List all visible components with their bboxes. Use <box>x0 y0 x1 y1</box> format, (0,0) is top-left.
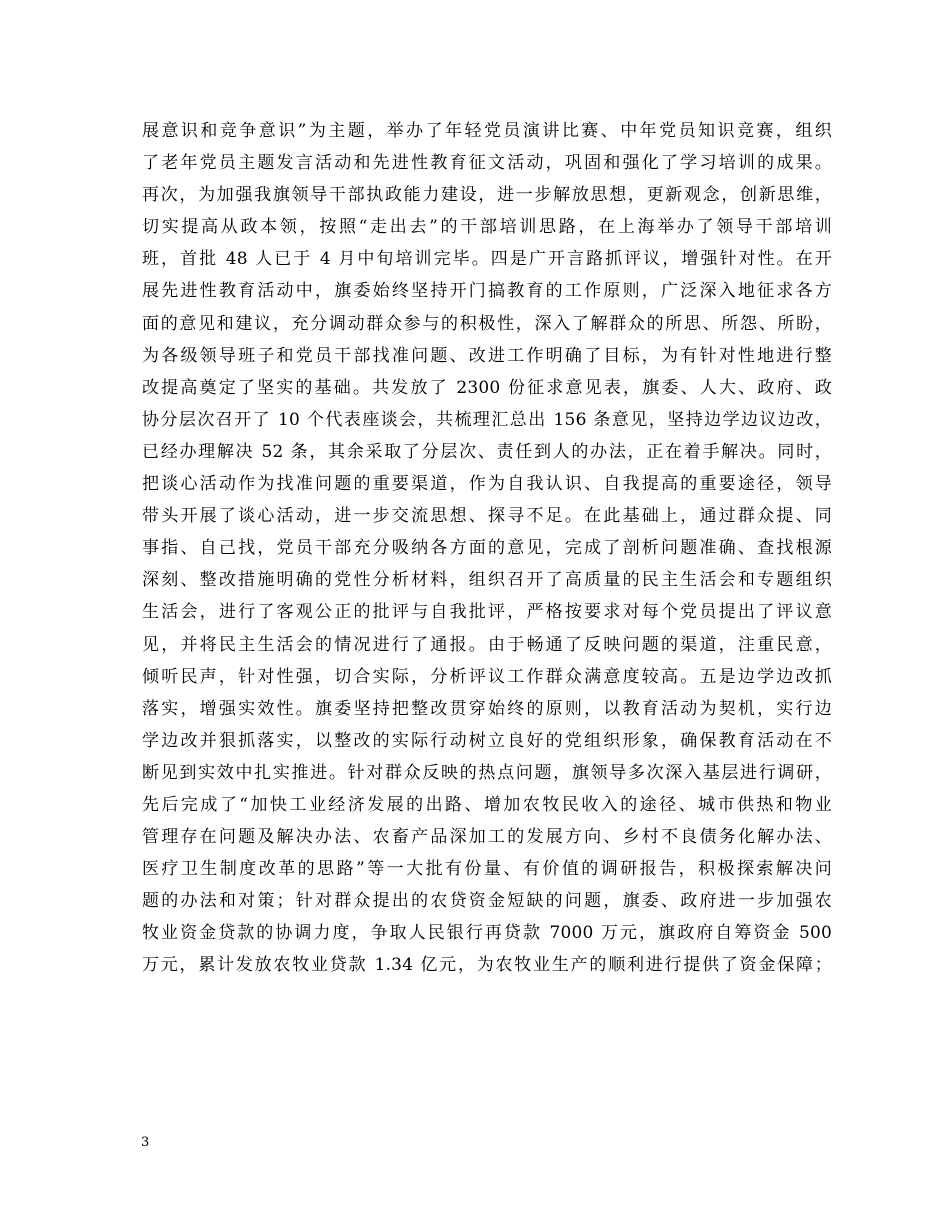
text-line: 落实，增强实效性。旗委坚持把整改贯穿始终的原则，以教育活动为契机，实行边 <box>142 698 832 719</box>
text-line: 事指、自己找，党员干部充分吸纳各方面的意见，完成了剖析问题准确、查找根源 <box>142 538 832 559</box>
text-line: 改提高奠定了坚实的基础。共发放了 2300 份征求意见表，旗委、人大、政府、政 <box>142 377 832 398</box>
text-line: 为各级领导班子和党员干部找准问题、改进工作明确了目标，为有针对性地进行整 <box>142 345 832 366</box>
text-line: 深刻、整改措施明确的党性分析材料，组织召开了高质量的民主生活会和专题组织 <box>142 570 832 591</box>
text-line: 学边改并狠抓落实，以整改的实际行动树立良好的党组织形象，确保教育活动在不 <box>142 730 832 751</box>
text-line: 协分层次召开了 10 个代表座谈会，共梳理汇总出 156 条意见，坚持边学边议边改， <box>142 409 832 430</box>
text-line: 先后完成了“加快工业经济发展的出路、增加农牧民收入的途径、城市供热和物业 <box>142 794 832 815</box>
text-line: 医疗卫生制度改革的思路”等一大批有份量、有价值的调研报告，积极探索解决问 <box>142 859 832 880</box>
text-line: 切实提高从政本领，按照“走出去”的干部培训思路，在上海举办了领导干部培训 <box>142 217 832 238</box>
text-line: 再次，为加强我旗领导干部执政能力建设，进一步解放思想，更新观念，创新思维， <box>142 185 832 206</box>
text-line: 见，并将民主生活会的情况进行了通报。由于畅通了反映问题的渠道，注重民意， <box>142 634 832 655</box>
text-line: 倾听民声，针对性强，切合实际，分析评议工作群众满意度较高。五是边学边改抓 <box>142 666 832 687</box>
text-line: 生活会，进行了客观公正的批评与自我批评，严格按要求对每个党员提出了评议意 <box>142 602 832 623</box>
text-line: 断见到实效中扎实推进。针对群众反映的热点问题，旗领导多次深入基层进行调研， <box>142 762 832 783</box>
text-line: 把谈心活动作为找准问题的重要渠道，作为自我认识、自我提高的重要途径，领导 <box>142 474 832 495</box>
text-line: 展先进性教育活动中，旗委始终坚持开门搞教育的工作原则，广泛深入地征求各方 <box>142 281 832 302</box>
text-line: 面的意见和建议，充分调动群众参与的积极性，深入了解群众的所思、所怨、所盼， <box>142 313 832 334</box>
text-line: 牧业资金贷款的协调力度，争取人民银行再贷款 7000 万元，旗政府自筹资金 500 <box>142 923 832 944</box>
body-text <box>142 115 832 982</box>
text-line: 已经办理解决 52 条，其余采取了分层次、责任到人的办法，正在着手解决。同时， <box>142 441 832 462</box>
text-line: 带头开展了谈心活动，进一步交流思想、探寻不足。在此基础上，通过群众提、同 <box>142 506 832 527</box>
text-line: 班，首批 48 人已于 4 月中旬培训完毕。四是广开言路抓评议，增强针对性。在开 <box>142 249 832 270</box>
page-number: 3 <box>141 1135 150 1150</box>
text-line: 题的办法和对策；针对群众提出的农贷资金短缺的问题，旗委、政府进一步加强农 <box>142 891 832 912</box>
text-line: 管理存在问题及解决办法、农畜产品深加工的发展方向、乡村不良债务化解办法、 <box>142 827 832 848</box>
text-line: 了老年党员主题发言活动和先进性教育征文活动，巩固和强化了学习培训的成果。 <box>142 153 832 174</box>
text-line: 展意识和竞争意识”为主题，举办了年轻党员演讲比赛、中年党员知识竞赛，组织 <box>142 121 832 141</box>
text-line: 万元，累计发放农牧业贷款 1.34 亿元，为农牧业生产的顺利进行提供了资金保障； <box>142 955 832 976</box>
